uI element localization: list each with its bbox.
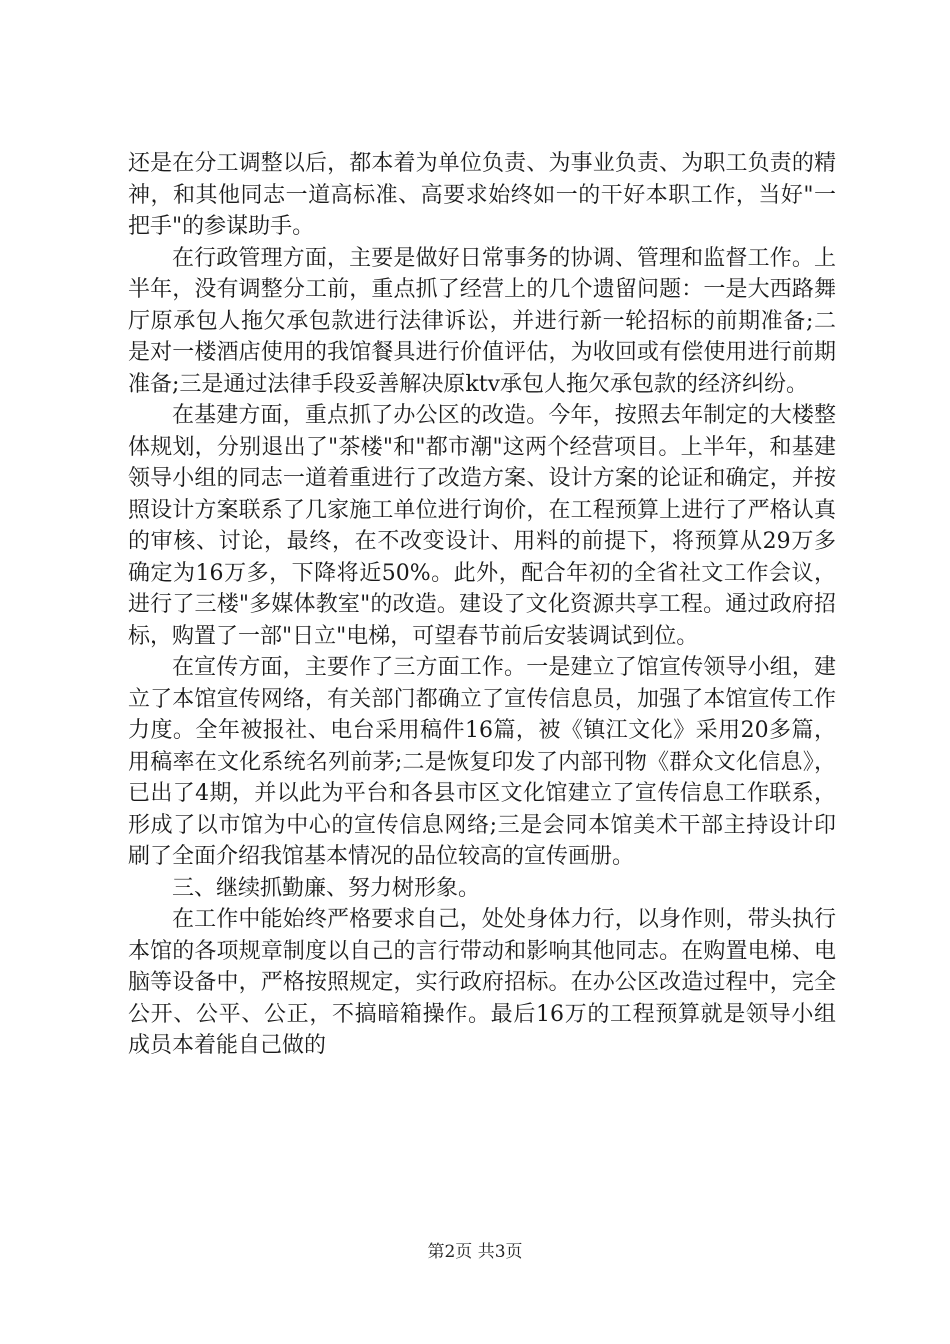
- paragraph-publicity: 在宣传方面，主要作了三方面工作。一是建立了馆宣传领导小组，建立了本馆宣传网络，有关部门都确立了宣传信息员，加强了本馆宣传工作力度。全年被报社、电台采用稿件16篇，被《镇江文化》采用20多篇，用稿率在文化系统名列前茅;二是恢复印发了内部刊物《群众文化信息》，已出了4期，并以此为平台和各县市区文化馆建立了宣传信息工作联系，形成了以市馆为中心的宣传信息网络;三是会同本馆美术干部主持设计印刷了全面介绍我馆基本情况的品位较高的宣传画册。: [128, 655, 836, 869]
- section-heading-integrity: 三、继续抓勤廉、努力树形象。: [172, 875, 481, 901]
- paragraph-administration: 在行政管理方面，主要是做好日常事务的协调、管理和监督工作。上半年，没有调整分工前，重点抓了经营上的几个遗留问题：一是大西路舞厅原承包人拖欠承包款进行法律诉讼，并进行新一轮招标的前期准备;二是对一楼酒店使用的我馆餐具进行价值评估，为收回或有偿使用进行前期准备;三是通过法律手段妥善解决原ktv承包人拖欠承包款的经济纠纷。: [128, 245, 836, 397]
- page-footer: 第2页 共3页: [427, 1242, 523, 1262]
- paragraph-infrastructure: 在基建方面，重点抓了办公区的改造。今年，按照去年制定的大楼整体规划，分别退出了"茶楼"和"都市潮"这两个经营项目。上半年，和基建领导小组的同志一道着重进行了改造方案、设计方案的论证和确定，并按照设计方案联系了几家施工单位进行询价，在工程预算上进行了严格认真的审核、讨论，最终，在不改变设计、用料的前提下，将预算从29万多确定为16万多，下降将近50%。此外，配合年初的全省社文工作会议，进行了三楼"多媒体教室"的改造。建设了文化资源共享工程。通过政府招标，购置了一部"日立"电梯，可望春节前后安装调试到位。: [128, 403, 836, 649]
- paragraph-continuation: 还是在分工调整以后，都本着为单位负责、为事业负责、为职工负责的精神，和其他同志一道高标准、高要求始终如一的干好本职工作，当好"一把手"的参谋助手。: [128, 151, 836, 239]
- document-body: [128, 148, 836, 1062]
- paragraph-self-discipline: 在工作中能始终严格要求自己，处处身体力行，以身作则，带头执行本馆的各项规章制度以自己的言行带动和影响其他同志。在购置电梯、电脑等设备中，严格按照规定，实行政府招标。在办公区改造过程中，完全公开、公平、公正，不搞暗箱操作。最后16万的工程预算就是领导小组成员本着能自己做的: [128, 907, 836, 1058]
